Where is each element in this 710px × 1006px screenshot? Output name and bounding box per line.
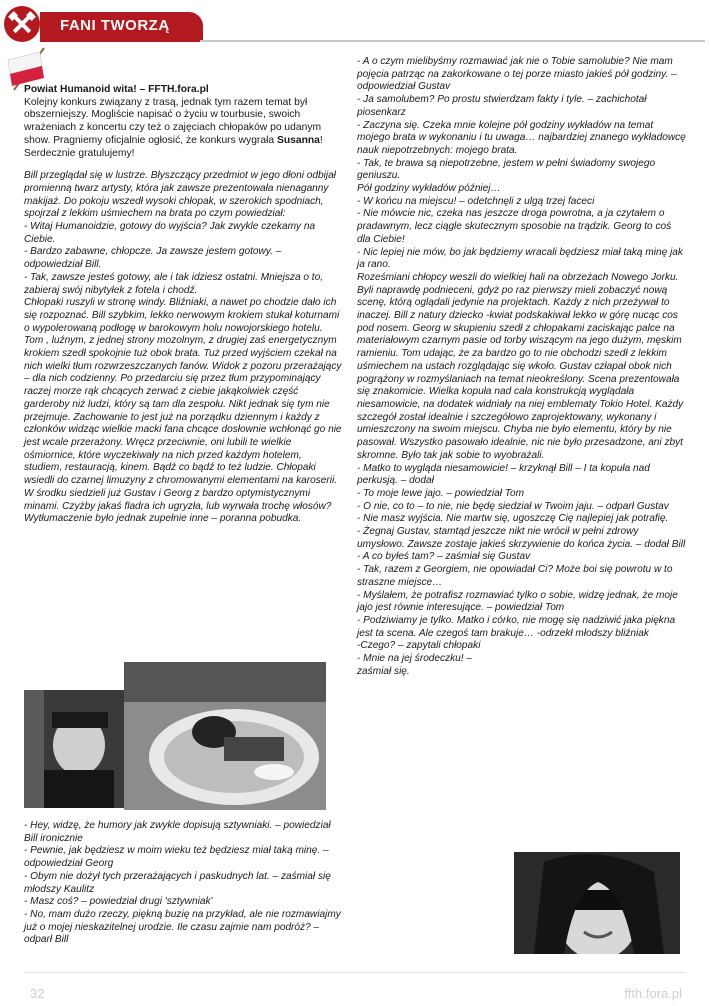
story-paragraph: - Witaj Humanoidzie, gotowy do wyjścia? Jak zwykle czekamy na Ciebie. — [24, 221, 316, 245]
story-paragraph: - Nic lepiej nie mów, bo jak będziemy wracali będziesz miał taką minę jak ja rano. — [357, 246, 683, 271]
story-paragraph: Chłopaki ruszyli w stronę windy. Bliźniaki, a nawet po chodzie dało ich się rozpoznać. Bill szybkim, lekko nerwowym krokiem stukał koturnami o wypolerowaną podłogę w barokowym holu nowojorskiego hotelu. Tom , luźnym, z jednej strony mozolnym, z drugiej zaś energetycznym krokiem szedł spokojnie tuż obok brata. Tuż przed wyjściem czekał na nich wielki tłum rozwrzeszczanych fanów. Widok z pozoru przerażający – dla nich codzienny. Po przedarciu się przez tłum przypominający raczej morze rąk chcących zerwać z ciebie jakąkolwiek część garderoby niż ludzi, który są tam dla zespołu. Nikt jednak się tym nie przejmuje. Zachowanie to jest już na porządku dziennym i każdy z członków widząc wielkie macki fana chcące dosłownie wchłonąć go nie jest wcale przerażony. Wręcz przeciwnie, oni lubili te wielkie ośmiornice, które wyczekiwały na nich przed każdym hotelem, studiem, restauracją, kinem. Bądź co bądź to też ludzie. Chłopaki wsiedli do czarnej limuzyny z chromowanymi elementami na karoserii. W środku siedzieli już Gustav i Georg z bardzo optymistycznymi minami. Czyżby jakaś fladra ich ugryzła, lub wyrwała trochę włosów? Wytłumaczenie było jednak zupełnie inne – poranna pobudka. — [24, 297, 342, 525]
story-paragraph: - A o czym mielibyśmy rozmawiać jak nie o Tobie samolubie? Nie mam pojęcia patrząc na zakorkowane o tej porze miasto jakieś pół godziny. – odpowiedział Gustav — [357, 56, 677, 93]
right-column — [357, 56, 687, 678]
story-paragraph: - No, mam dużo rzeczy, piękną buzię na przykład, ale nie rozmawiajmy już o mojej nieskazitelnej urodzie. Ile czasu zajmie nam podróż? – odparł Bill — [24, 908, 341, 946]
story-paragraph: - Masz coś? – powiedział drugi 'sztywniak' — [24, 896, 213, 908]
story-paragraph: - Obym nie dożył tych przerażających i paskudnych lat. – zaśmiał się młodszy Kaulitz — [24, 870, 331, 895]
story-paragraph: - Ja samolubem? Po prostu stwierdzam fakty i tyle. – zachichotał piosenkarz — [357, 94, 647, 118]
intro-text-end: ! Serdecznie gratulujemy! — [24, 134, 323, 159]
photo-guy-in-hat — [24, 690, 124, 808]
winner-name: Susanna — [276, 134, 320, 146]
page-number: 32 — [30, 986, 45, 1001]
story-paragraph: - W końcu na miejscu! – odetchnęli z ulgą trzej faceci — [357, 195, 595, 207]
story-paragraph: - Tak, razem z Georgiem, nie opowiadał Ci? Może boi się powrotu w to straszne miejsce… — [357, 564, 673, 588]
intro-title: Powiat Humanoid wita! – FFTH.fora.pl — [24, 84, 209, 95]
left-column — [24, 84, 342, 526]
photo-bill-sunglasses — [514, 852, 680, 954]
story-paragraph: - Tak, zawsze jesteś gotowy, ale i tak idziesz ostatni. Mniejsza o to, zabieraj swój nibytyłek z fotela i chodź. — [24, 271, 324, 296]
story-paragraph: Roześmiani chłopcy weszli do wielkiej hali na obrzeżach Nowego Jorku. Byli naprawdę podnieceni, gdyż po raz pierwszy mieli zobaczyć nową scenę, którą oglądali jedynie na projektach. Każdy z nich przeżywał to inaczej. Bill z natury dziecko -kwiat podskakiwał lekko w górę nucąc cos pod nosem. Georg w skupieniu szedł z chłopakami zaciskając palce na materiałowym czarnym pasie od torby wiszącym na jego dużym, męskim ramieniu. Tom udając, że za bardzo go to nie obchodzi szedł z lekkim uśmiechem na ustach rozglądając się wkoło. Gustav człapał obok nich pogrążony w rozmyślaniach na temat nieokreślony. Scena prezentowała się znakomicie. Wielka kopuła nad cała konstrukcją wyglądała niesamowicie, na dodatek widniały na niej emblematy Tokio Hotel. Każdy szczegół został idealnie i szczegółowo zaprojektowany, wykonany i umieszczony na swoim miejscu. Chyba nie było elementu, który by nie pasował. Wszystko pasowało idealnie, nic nie było przesadzone, ani zbyt skromne. Było tak jak sobie to wyobrażali. — [357, 271, 684, 461]
story-paragraph: - Nie mówcie nic, czeka nas jeszcze droga powrotna, a ja czytałem o pradawnym, lecz ciągle skutecznym sposobie na trądzik. Georg to coś dla Ciebie! — [357, 208, 672, 245]
story-paragraph: Bill przeglądał się w lustrze. Błyszczący przedmiot w jego dłoni odbijał promienną twarz artysty, która jak zawsze prezentowała nienaganny makijaż. Do pokoju wszedł wysoki chłopak, w szerokich spodniach, spojrzał z lekkim uśmiechem na brata po czym powiedział: — [24, 170, 336, 220]
photo-person-in-bathtub — [124, 662, 326, 810]
story-paragraph: - To moje lewe jajo. – powiedział Tom — [357, 487, 525, 499]
story-paragraph: - Hey, widzę, że humory jak zwykle dopisują sztywniaki. – powiedział Bill ironicznie — [24, 820, 331, 844]
story-paragraph: - Podziwiamy je tylko. Matko i córko, nie mogę się nadziwić jaka piękna jest ta scena. Ale czegoś tam brakuje… -odrzekł młodszy bliźniak — [357, 614, 676, 639]
header-rule — [200, 40, 705, 42]
story-left-top — [24, 170, 342, 526]
photo-group — [24, 662, 326, 810]
story-paragraph: -Czego? – zapytali chłopaki — [357, 640, 481, 652]
intro-text: Kolejny konkurs związany z trasą, jednak tym razem temat był obszerniejszy. Mogliście napisać o życiu w tourbusie, swoich wrażeniach z koncertu czy też o zajęciach chłopaków po udanym show. Pragniemy oficjalnie ogłosić, że konkurs wygrała — [24, 96, 322, 146]
story-paragraph: Pół godziny wykładów później… — [357, 183, 501, 195]
story-paragraph: - Tak, te brawa są niepotrzebne, jestem w pełni świadomy swojego geniuszu. — [357, 157, 656, 182]
story-paragraph: - O nie, co to – to nie, nie będę siedział w Twoim jaju. – odparł Gustav — [357, 500, 669, 512]
story-left-bottom — [24, 820, 342, 947]
intro — [24, 84, 342, 160]
footer-site: ffth.fora.pl — [624, 986, 682, 1001]
footer-rule — [24, 972, 686, 973]
story-paragraph: - A co byłeś tam? – zaśmiał się Gustav — [357, 551, 531, 563]
story-paragraph: - Myślałem, że potrafisz rozmawiać tylko o sobie, widzę jednak, że moje jajo jest równie interesujące. – powiedział Tom — [357, 589, 678, 614]
story-paragraph: - Nie masz wyjścia. Nie martw się, ugoszczę Cię najlepiej jak potrafię. — [357, 513, 669, 525]
story-paragraph: - Mnie na jej środeczku! – zaśmiał się. — [357, 653, 473, 677]
section-tab — [40, 12, 203, 42]
section-title: FANI TWORZĄ — [60, 17, 170, 34]
story-paragraph: - Bardzo zabawne, chłopcze. Ja zawsze jestem gotowy. – odpowiedział Bill. — [24, 246, 282, 271]
story-paragraph: - Pewnie, jak będziesz w moim wieku też będziesz miał taką minę. – odpowiedział Georg — [24, 845, 329, 870]
tools-icon — [2, 4, 42, 44]
story-paragraph: - Zaczyna się. Czeka mnie kolejne pół godziny wykładów na temat mojego brata w wykonaniu i tu uwaga… najbardziej znanego wykładowcę nauk niepotrzebnych: mojego brata. — [357, 119, 686, 156]
page-header — [0, 0, 710, 46]
story-paragraph: - Matko to wygląda niesamowicie! – krzyknął Bill – I ta kopuła nad perkusją. – dodał — [357, 462, 650, 487]
story-paragraph: - Żegnaj Gustav, stamtąd jeszcze nikt nie wrócił w pełni zdrowy umysłowo. Zawsze zostaje jakieś skrzywienie do końca życia. – dodał Bill — [357, 526, 686, 550]
